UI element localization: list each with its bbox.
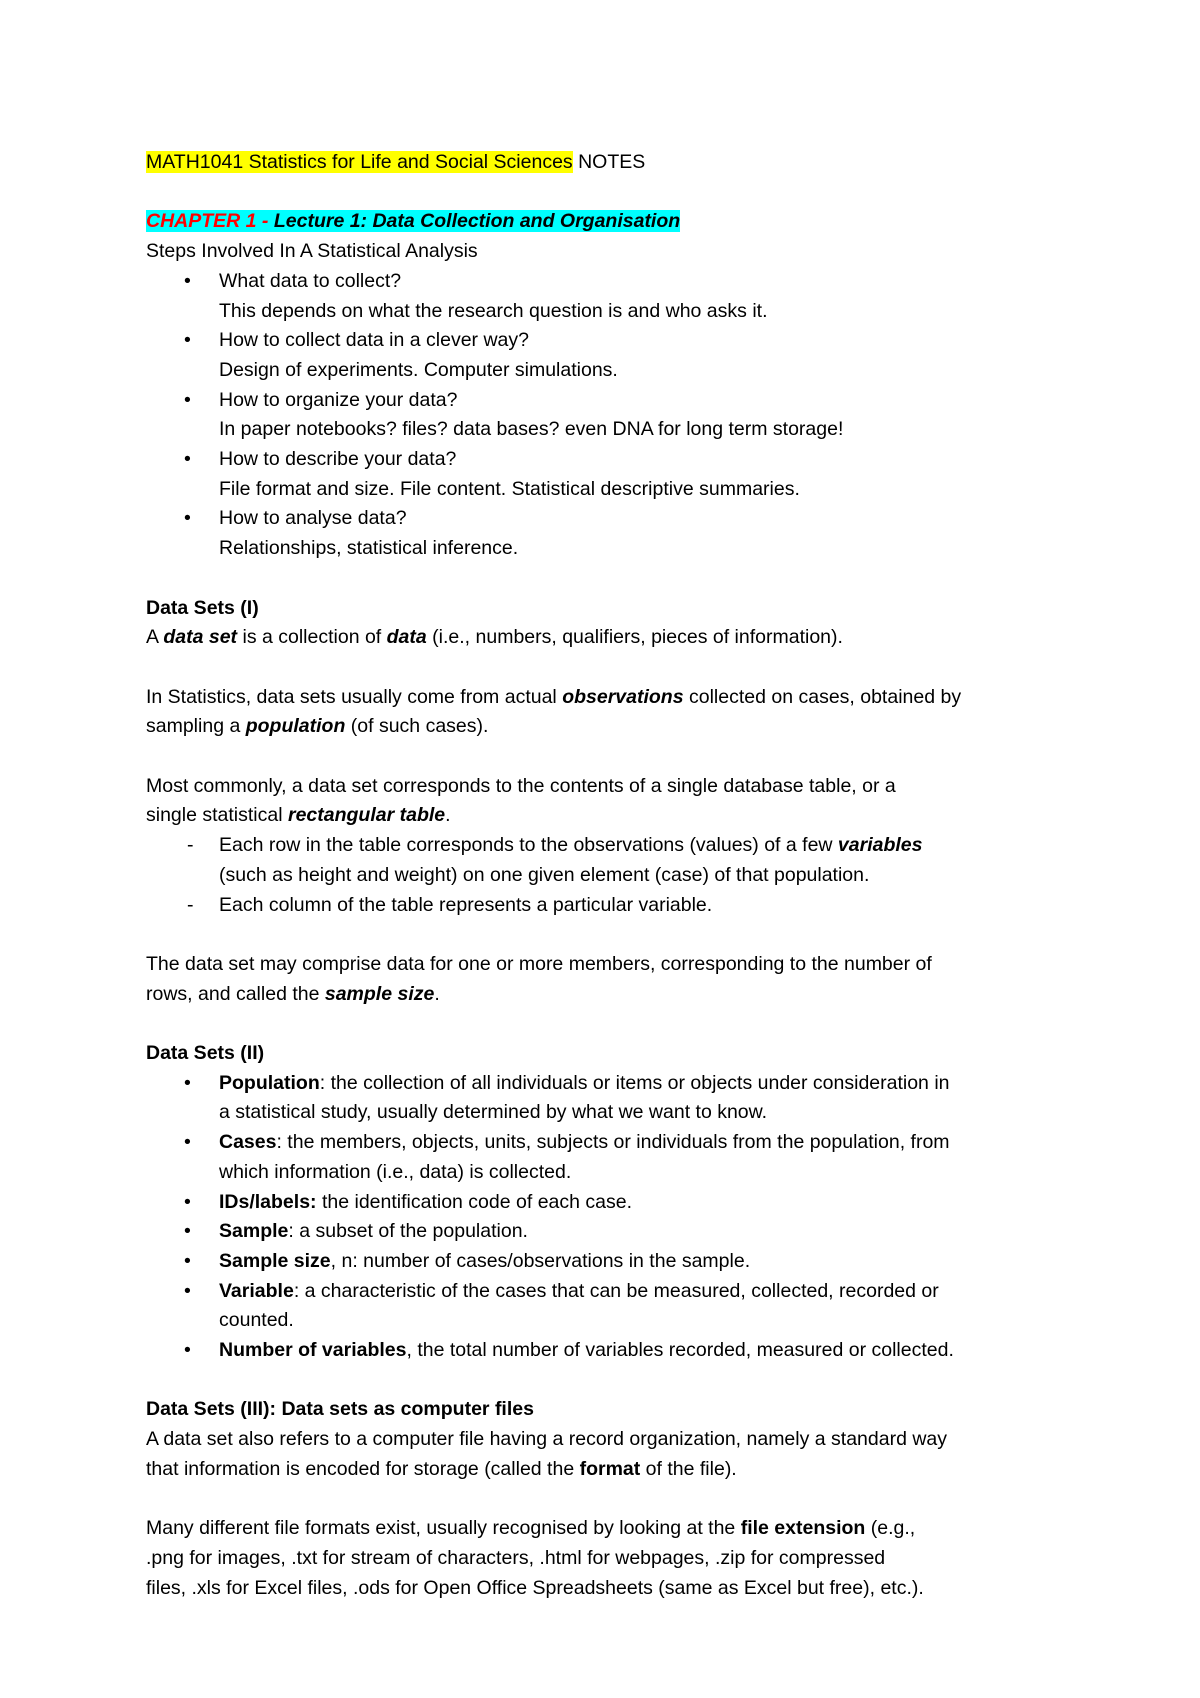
paragraph: sampling a population (of such cases). bbox=[146, 715, 489, 738]
list-item: • IDs/labels: the identification code of each case. bbox=[146, 1188, 1086, 1218]
paragraph: single statistical rectangular table. bbox=[146, 804, 451, 827]
list-item: - Each column of the table represents a particular variable. bbox=[146, 891, 1086, 921]
paragraph: In Statistics, data sets usually come from actual observations collected on cases, obtained by bbox=[146, 685, 962, 708]
section-heading-data-sets-2: Data Sets (II) bbox=[146, 1042, 265, 1064]
document-title bbox=[146, 148, 1086, 178]
bullet-icon: • bbox=[184, 329, 191, 352]
list-item: • Population: the collection of all individuals or items or objects under consideration in a statistical study, usually determined by what we want to know. bbox=[146, 1069, 1086, 1128]
list-item: • What data to collect? This depends on what the research question is and who asks it. bbox=[146, 267, 1086, 326]
list-item: • How to organize your data? In paper notebooks? files? data bases? even DNA for long term storage! bbox=[146, 386, 1086, 445]
bullet-icon: • bbox=[184, 388, 191, 411]
bullet-icon: • bbox=[184, 1249, 191, 1272]
list-item: • How to describe your data? File format and size. File content. Statistical descriptive summaries. bbox=[146, 445, 1086, 504]
paragraph: files, .xls for Excel files, .ods for Open Office Spreadsheets (same as Excel but free), etc.). bbox=[146, 1576, 924, 1599]
list-item: • Number of variables, the total number of variables recorded, measured or collected. bbox=[146, 1336, 1086, 1366]
section-heading-data-sets-3: Data Sets (III): Data sets as computer files bbox=[146, 1398, 534, 1421]
chapter-label: CHAPTER 1 - bbox=[146, 210, 269, 233]
paragraph: that information is encoded for storage (called the format of the file). bbox=[146, 1457, 737, 1480]
steps-heading: Steps Involved In A Statistical Analysis bbox=[146, 240, 478, 263]
list-item: - Each row in the table corresponds to the observations (values) of a few variables (such as height and weight) on one given element (case) of that population. bbox=[146, 831, 1086, 890]
list-item: • Variable: a characteristic of the cases that can be measured, collected, recorded or counted. bbox=[146, 1277, 1086, 1336]
list-item: • How to collect data in a clever way? Design of experiments. Computer simulations. bbox=[146, 326, 1086, 385]
list-item: • Sample size, n: number of cases/observations in the sample. bbox=[146, 1247, 1086, 1277]
dash-icon: - bbox=[187, 834, 194, 857]
list-item: • How to analyse data? Relationships, statistical inference. bbox=[146, 504, 1086, 563]
notes-label: NOTES bbox=[578, 151, 646, 173]
steps-list bbox=[146, 267, 1086, 564]
document-content bbox=[146, 148, 1086, 1603]
paragraph: The data set may comprise data for one or more members, corresponding to the number of bbox=[146, 952, 932, 975]
section-heading-data-sets-1: Data Sets (I) bbox=[146, 596, 259, 619]
list-item: • Cases: the members, objects, units, subjects or individuals from the population, from which information (i.e., data) is collected. bbox=[146, 1128, 1086, 1187]
paragraph: .png for images, .txt for stream of characters, .html for webpages, .zip for compressed bbox=[146, 1546, 886, 1569]
lecture-title: Lecture 1: Data Collection and Organisation bbox=[268, 210, 681, 233]
bullet-icon: • bbox=[184, 1131, 191, 1154]
paragraph: rows, and called the sample size. bbox=[146, 982, 440, 1005]
dash-list bbox=[146, 831, 1086, 920]
definitions-list bbox=[146, 1069, 1086, 1366]
bullet-icon: • bbox=[184, 1220, 191, 1243]
course-title: MATH1041 Statistics for Life and Social Sciences bbox=[146, 151, 573, 173]
bullet-icon: • bbox=[184, 1190, 191, 1213]
bullet-icon: • bbox=[184, 1339, 191, 1362]
bullet-icon: • bbox=[184, 1071, 191, 1094]
bullet-icon: • bbox=[184, 269, 191, 292]
paragraph: A data set is a collection of data (i.e., numbers, qualifiers, pieces of information). bbox=[146, 626, 843, 649]
bullet-icon: • bbox=[184, 448, 191, 471]
list-item: • Sample: a subset of the population. bbox=[146, 1217, 1086, 1247]
chapter-heading bbox=[146, 207, 1086, 237]
dash-icon: - bbox=[187, 893, 194, 916]
bullet-icon: • bbox=[184, 1279, 191, 1302]
paragraph: A data set also refers to a computer file having a record organization, namely a standard way bbox=[146, 1428, 948, 1451]
paragraph: Most commonly, a data set corresponds to the contents of a single database table, or a bbox=[146, 774, 896, 797]
paragraph: Many different file formats exist, usually recognised by looking at the file extension (e.g., bbox=[146, 1517, 916, 1540]
bullet-icon: • bbox=[184, 507, 191, 530]
